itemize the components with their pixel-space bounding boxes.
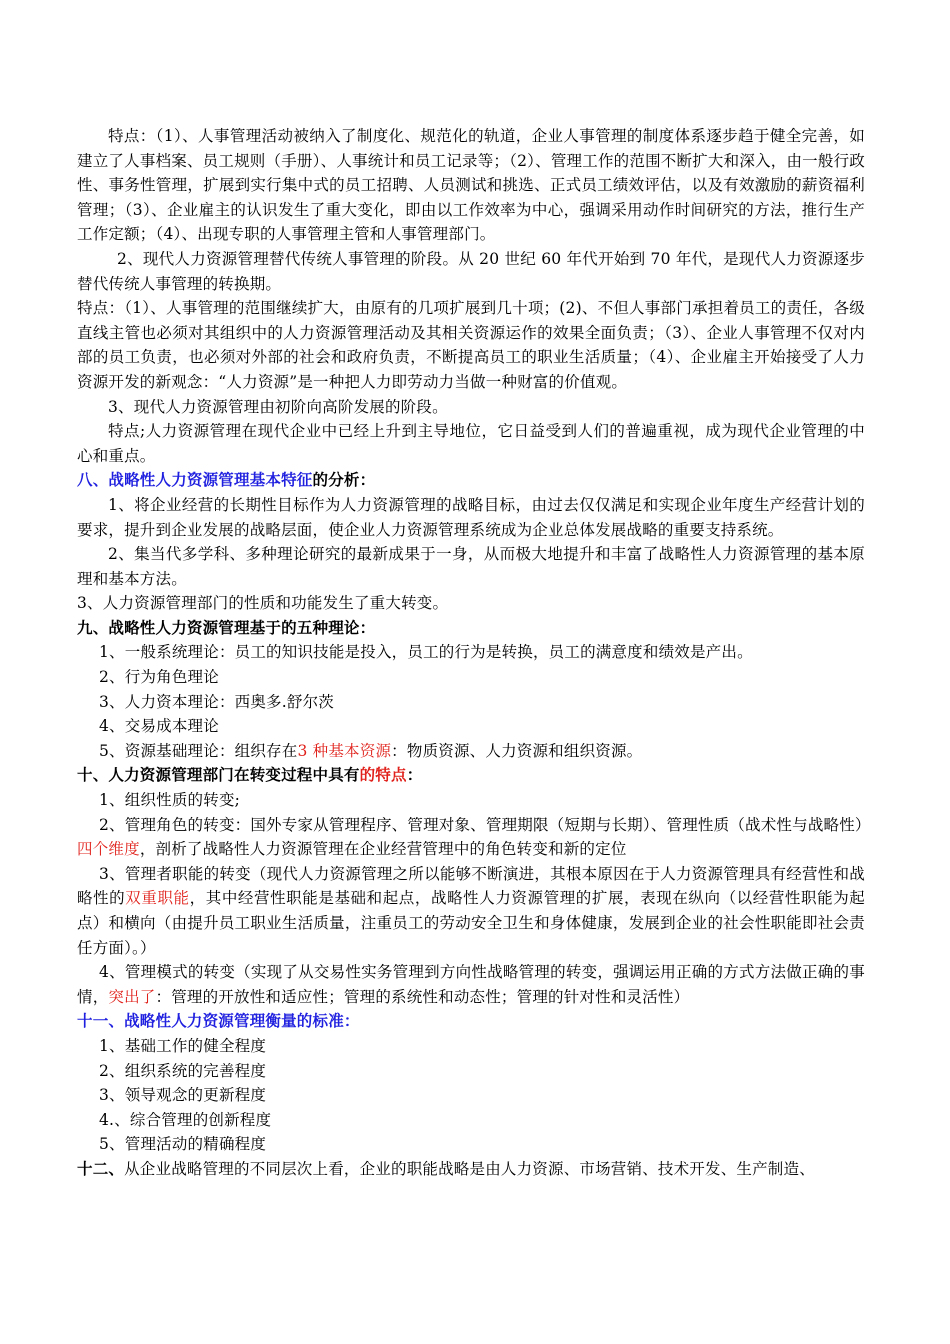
section-10-item-2-text-a: 2、管理角色的转变：国外专家从管理程序、管理对象、管理期限（短期与长期）、管理性质（战术性与战略性）	[99, 815, 871, 834]
paragraph-characteristics-2: 特点：（1）、人事管理的范围继续扩大，由原有的几项扩展到几十项；(2)、不但人事部门承担着员工的责任，各级直线主管也必须对其组织中的人力资源管理活动及其相关资源运作的效果全面负责；（3）、企业人事管理不仅对内部的员工负责，也必须对外部的社会和政府负责，不断提高员工的职业生活质量；（4）、企业雇主开始接受了人力资源开发的新观念：“人力资源”是一种把人力即劳动力当做一种财富的价值观。	[77, 299, 865, 391]
section-10-item-3-text-a: 3、管理者职能的转变（现代人力资源管理之所以能够不断演进，其根本原因在于人力资源管理具有经营性和战略性的	[77, 864, 865, 908]
section-12-text: 从企业战略管理的不同层次上看，企业的职能战略是由人力资源、市场营销、技术开发、生产制造、	[124, 1159, 815, 1178]
section-8-heading-rest: 的分析：	[312, 470, 376, 490]
section-11-item-3: 3、领导观念的更新程度	[99, 1086, 267, 1105]
section-9-item-5-text-a: 5、资源基础理论：组织存在	[99, 741, 298, 760]
section-9-item-5-highlight: 3 种基本资源	[297, 741, 392, 760]
section-11-item-1: 1、基础工作的健全程度	[99, 1036, 267, 1055]
section-12-heading: 十二、	[77, 1158, 125, 1178]
section-10-heading-highlight: 的特点	[359, 765, 407, 785]
section-12-paragraph	[77, 1157, 865, 1182]
section-9-item-5	[77, 739, 865, 764]
paragraph-stage-3: 3、现代人力资源管理由初阶向高阶发展的阶段。	[108, 397, 448, 416]
section-11-item-4: 4.、综合管理的创新程度	[99, 1110, 272, 1129]
section-9-item-5-text-b: ：物质资源、人力资源和组织资源。	[391, 741, 643, 760]
section-9-item-4: 4、交易成本理论	[99, 717, 219, 736]
section-10-item-4-text-b: ：管理的开放性和适应性；管理的系统性和动态性；管理的针对性和灵活性）	[155, 987, 690, 1006]
section-8-item-3: 3、人力资源管理部门的性质和功能发生了重大转变。	[77, 594, 449, 613]
section-10-heading-text-a: 十、人力资源管理部门在转变过程中具有	[77, 765, 360, 785]
section-10-item-2-text-b: ，剖析了战略性人力资源管理在企业经营管理中的角色转变和新的定位	[139, 840, 627, 859]
section-8-heading-highlight: 八、战略性人力资源管理基本特征	[77, 470, 313, 490]
section-8-heading	[77, 468, 865, 493]
section-10-item-3-text-b: ，其中经营性职能是基础和起点，战略性人力资源管理的扩展，表现在纵向（以经营性职能为起点）和横向（由提升员工职业生活质量，注重员工的劳动安全卫生和身体健康，发展到企业的社会性职能即社会责任方面）。）	[77, 889, 865, 957]
section-10-item-2-highlight: 四个维度	[77, 840, 140, 859]
section-11-heading: 十一、战略性人力资源管理衡量的标准：	[77, 1011, 360, 1031]
section-11-item-2: 2、组织系统的完善程度	[99, 1061, 267, 1080]
section-10-item-4-text-a: 4、管理模式的转变（实现了从交易性实务管理到方向性战略管理的转变，强调运用正确的方式方法做正确的事情，	[77, 963, 865, 1006]
section-10-item-4	[77, 960, 865, 1009]
section-9-item-1: 1、一般系统理论：员工的知识技能是投入，员工的行为是转换，员工的满意度和绩效是产出。	[99, 643, 753, 662]
section-10-item-3	[77, 862, 865, 960]
section-10-heading	[77, 763, 865, 788]
paragraph-stage-2: 2、现代人力资源管理替代传统人事管理的阶段。从 20 世纪 60 年代开始到 70 年代，是现代人力资源逐步替代传统人事管理的转换期。	[77, 249, 865, 293]
section-9-item-3: 3、人力资本理论：西奥多.舒尔茨	[99, 692, 334, 711]
section-10-item-3-highlight: 双重职能	[125, 889, 190, 908]
document-body	[77, 124, 871, 1182]
paragraph-characteristics-1: 特点：（1）、人事管理活动被纳入了制度化、规范化的轨道，企业人事管理的制度体系逐步趋于健全完善，如建立了人事档案、员工规则（手册）、人事统计和员工记录等；（2）、管理工作的范围不断扩大和深入，由一般行政性、事务性管理，扩展到实行集中式的员工招聘、人员测试和挑选、正式员工绩效评估，以及有效激励的薪资福利管理；（3）、企业雇主的认识发生了重大变化，即由以工作效率为中心，强调采用动作时间研究的方法，推行生产工作定额；（4）、出现专职的人事管理主管和人事管理部门。	[77, 127, 865, 244]
section-9-heading: 九、战略性人力资源管理基于的五种理论：	[77, 617, 376, 637]
section-10-item-2	[77, 813, 871, 862]
section-11-item-5: 5、管理活动的精确程度	[99, 1135, 267, 1154]
section-9-item-2: 2、行为角色理论	[99, 668, 219, 687]
section-8-item-1: 1、将企业经营的长期性目标作为人力资源管理的战略目标，由过去仅仅满足和实现企业年度生产经营计划的要求，提升到企业发展的战略层面，使企业人力资源管理系统成为企业总体发展战略的重要支持系统。	[77, 495, 865, 539]
section-10-item-1: 1、组织性质的转变;	[99, 791, 241, 810]
section-10-item-4-highlight: 突出了	[108, 987, 156, 1006]
section-8-item-2: 2、集当代多学科、多种理论研究的最新成果于一身，从而极大地提升和丰富了战略性人力资源管理的基本原理和基本方法。	[77, 545, 865, 588]
paragraph-characteristics-3: 特点;人力资源管理在现代企业中已经上升到主导地位，它日益受到人们的普遍重视，成为现代企业管理的中心和重点。	[77, 422, 865, 465]
section-10-heading-text-b: ：	[406, 765, 423, 785]
